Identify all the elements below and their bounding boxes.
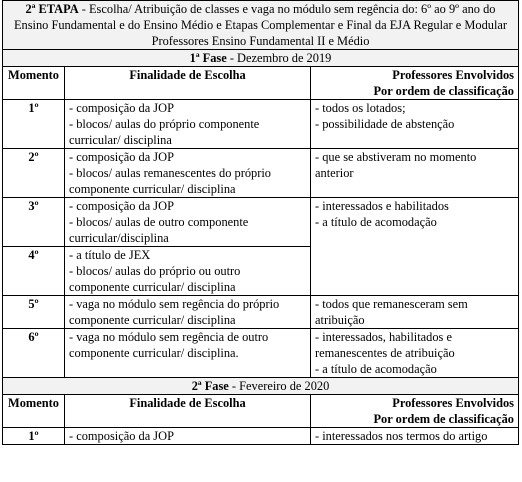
phase1-date: - Dezembro de 2019 [226, 51, 332, 65]
col-professores [311, 395, 519, 428]
finalidade-cell: - composição da JOP [65, 428, 311, 445]
table-row [3, 428, 519, 445]
col-finalidade: Finalidade de Escolha [65, 395, 311, 428]
professores-cell-merged [311, 198, 519, 296]
momento-cell: 4º [3, 247, 65, 296]
col-momento: Momento [3, 395, 65, 428]
finalidade-cell [65, 198, 311, 247]
professores-line: - interessados, habilitados e [315, 330, 452, 344]
finalidade-cell [65, 329, 311, 378]
phase2-row [3, 378, 519, 395]
phase1-row [3, 50, 519, 67]
professores-cell: - interessados nos termos do artigo [311, 428, 519, 445]
table-row [3, 149, 519, 198]
phase2-label: 2ª Fase [191, 379, 229, 393]
column-header-row [3, 395, 519, 428]
phase1-header [3, 50, 519, 67]
finalidade-line: - vaga no módulo sem regência de outro [69, 330, 269, 344]
phase2-header [3, 378, 519, 395]
professores-line: - a título de acomodação [315, 215, 437, 229]
phase2-date: - Fevereiro de 2020 [228, 379, 330, 393]
finalidade-cell [65, 149, 311, 198]
momento-cell: 1º [3, 428, 65, 445]
professores-line: - a título de acomodação [315, 362, 437, 376]
professores-cell [311, 329, 519, 378]
momento-cell: 5º [3, 296, 65, 329]
momento-cell: 2º [3, 149, 65, 198]
col-professores-line1: Professores Envolvidos [392, 68, 514, 82]
finalidade-line: componente curricular/ disciplina [69, 182, 236, 196]
col-professores-line2: Por ordem de classificação [373, 84, 514, 98]
phase1-label: 1ª Fase [189, 51, 227, 65]
column-header-row [3, 67, 519, 100]
professores-cell [311, 149, 519, 198]
col-momento: Momento [3, 67, 65, 100]
professores-line: anterior [315, 166, 354, 180]
finalidade-cell [65, 296, 311, 329]
professores-line: atribuição [315, 313, 365, 327]
professores-line: - que se abstiveram no momento [315, 150, 477, 164]
finalidade-cell [65, 100, 311, 149]
finalidade-line: componente curricular/ disciplina [69, 313, 236, 327]
col-professores-line2: Por ordem de classificação [373, 412, 514, 426]
professores-cell [311, 100, 519, 149]
professores-cell [311, 296, 519, 329]
finalidade-line: - blocos/ aulas do próprio componente [69, 117, 260, 131]
professores-line: - todos os lotados; [315, 101, 406, 115]
finalidade-line: - composição da JOP [69, 199, 174, 213]
momento-cell: 6º [3, 329, 65, 378]
etapa-text: - Escolha/ Atribuição de classes e vaga no módulo sem regência do: 6º ao 9º ano do Ensino Fundamental e do Ensino Médio e Etapas Complementar e Final da EJA Regular e Modular [13, 2, 508, 32]
finalidade-line: componente curricular/ disciplina [69, 280, 236, 294]
finalidade-line: curricular/disciplina [69, 231, 169, 245]
col-finalidade: Finalidade de Escolha [65, 67, 311, 100]
col-professores [311, 67, 519, 100]
finalidade-line: componente curricular/ disciplina. [69, 346, 239, 360]
finalidade-line: curricular/ disciplina [69, 133, 172, 147]
table-row [3, 198, 519, 247]
professores-line: - possibilidade de abstenção [315, 117, 455, 131]
momento-cell: 3º [3, 198, 65, 247]
professores-line: remanescentes de atribuição [315, 346, 455, 360]
header-row [3, 1, 519, 50]
momento-cell: 1º [3, 100, 65, 149]
finalidade-line: - composição da JOP [69, 101, 174, 115]
etapa-header [3, 1, 519, 50]
table-row [3, 329, 519, 378]
professores-line: - interessados e habilitados [315, 199, 449, 213]
finalidade-line: - composição da JOP [69, 150, 174, 164]
finalidade-line: - blocos/ aulas de outro componente [69, 215, 249, 229]
atribuicao-table [2, 0, 519, 445]
finalidade-cell [65, 247, 311, 296]
finalidade-line: - vaga no módulo sem regência do próprio [69, 297, 280, 311]
col-professores-line1: Professores Envolvidos [392, 396, 514, 410]
table-row [3, 100, 519, 149]
finalidade-line: - blocos/ aulas remanescentes do próprio [69, 166, 271, 180]
etapa-label: 2ª ETAPA [25, 2, 79, 16]
finalidade-line: - a título de JEX [69, 248, 151, 262]
finalidade-line: - blocos/ aulas do próprio ou outro [69, 264, 241, 278]
professores-line: - todos que remanesceram sem [315, 297, 468, 311]
table-row [3, 296, 519, 329]
etapa-subtitle: Professores Ensino Fundamental II e Médio [151, 34, 370, 48]
